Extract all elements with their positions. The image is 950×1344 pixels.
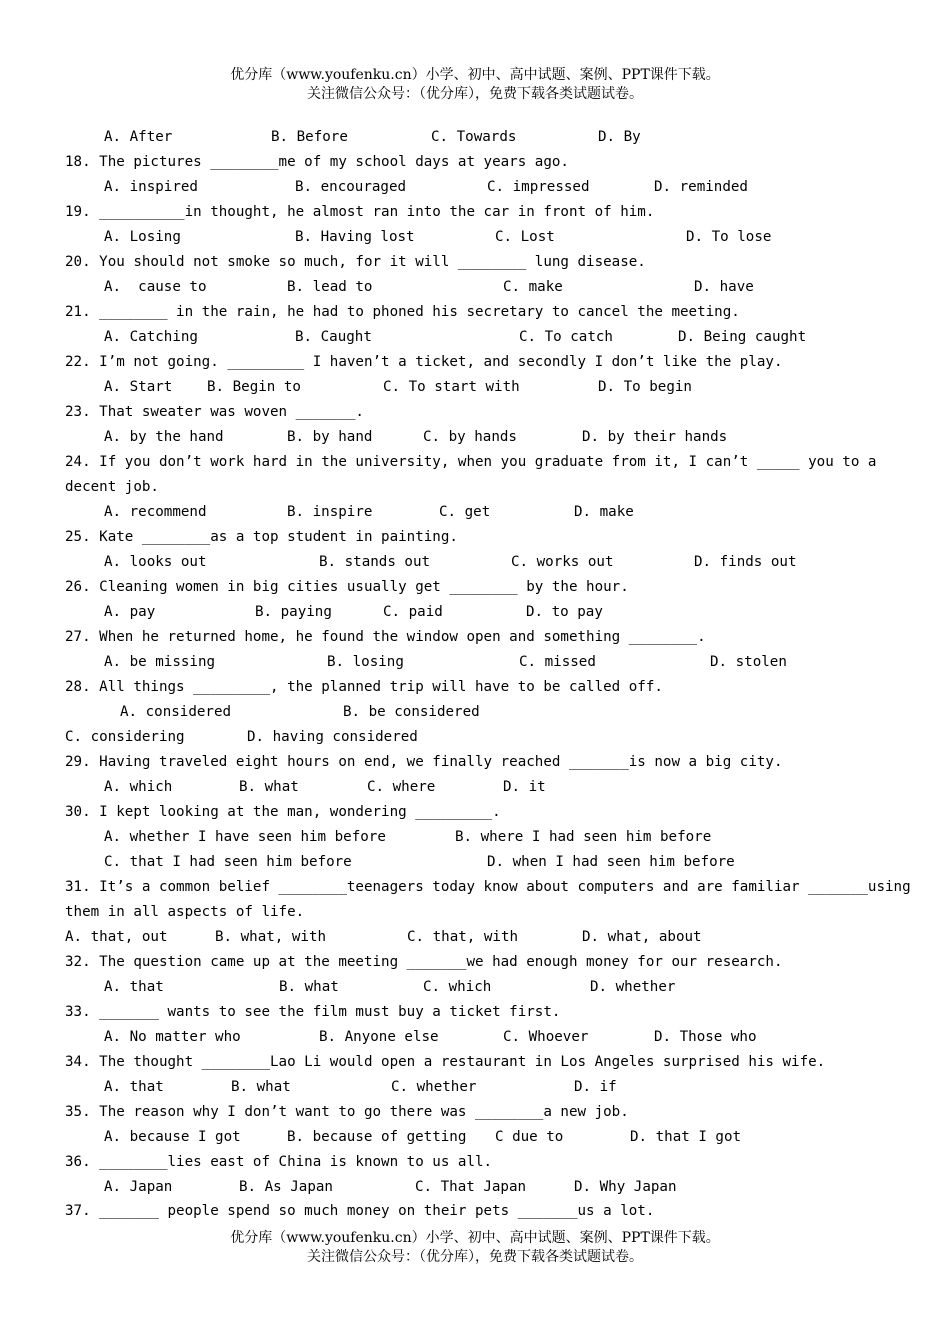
option-d: D. stolen: [710, 654, 787, 670]
option-c: C. Whoever: [503, 1029, 589, 1045]
option-b: B. encouraged: [295, 179, 407, 195]
question-stem: 22. I’m not going. _________ I haven’t a ticket, and secondly I don’t like the play.: [65, 354, 783, 370]
option-a: A. Japan: [104, 1179, 173, 1195]
question-stem: 36. ________lies east of China is known to us all.: [65, 1154, 493, 1170]
question-stem: 32. The question came up at the meeting _______we had enough money for our research.: [65, 954, 783, 970]
option-b: B. As Japan: [239, 1179, 333, 1195]
footer-line-1: 优分库（www.youfenku.cn）小学、初中、高中试题、案例、PPT课件下载。: [230, 1230, 720, 1246]
option-b: B. where I had seen him before: [455, 829, 712, 845]
question-stem: 23. That sweater was woven _______.: [65, 404, 364, 420]
page-header: [0, 66, 950, 104]
question-stem: 19. __________in thought, he almost ran into the car in front of him.: [65, 204, 655, 220]
option-b: B. stands out: [319, 554, 431, 570]
option-b: B. by hand: [287, 429, 373, 445]
header-line-1: 优分库（www.youfenku.cn）小学、初中、高中试题、案例、PPT课件下载。: [230, 67, 720, 83]
question-stem: 26. Cleaning women in big cities usually get ________ by the hour.: [65, 579, 629, 595]
question-stem: 29. Having traveled eight hours on end, we finally reached _______is now a big city.: [65, 754, 783, 770]
option-b: B. lead to: [287, 279, 373, 295]
option-d: D. have: [694, 279, 754, 295]
option-c: C. Towards: [431, 129, 517, 145]
option-d: D. by their hands: [582, 429, 728, 445]
option-b: B. what, with: [215, 929, 327, 945]
option-c: C. paid: [383, 604, 443, 620]
option-a: A. cause to: [104, 279, 207, 295]
option-c: C. whether: [391, 1079, 477, 1095]
option-b: B. what: [231, 1079, 291, 1095]
option-b: B. what: [239, 779, 299, 795]
option-a: A. be missing: [104, 654, 216, 670]
option-d: D. to pay: [526, 604, 603, 620]
option-c: C. That Japan: [415, 1179, 527, 1195]
option-b: B. inspire: [287, 504, 373, 520]
question-stem: 30. I kept looking at the man, wondering _________.: [65, 804, 501, 820]
option-c: C. impressed: [487, 179, 590, 195]
question-stem-continued: them in all aspects of life.: [65, 904, 305, 920]
question-stem: 27. When he returned home, he found the window open and something ________.: [65, 629, 706, 645]
question-stem: 34. The thought ________Lao Li would open a restaurant in Los Angeles surprised his wife.: [65, 1054, 826, 1070]
option-d: D. Being caught: [678, 329, 807, 345]
option-b: B. because of getting: [287, 1129, 467, 1145]
option-a: A. which: [104, 779, 173, 795]
footer-line-2: 关注微信公众号：（优分库），免费下载各类试题试卷。: [307, 1249, 643, 1265]
option-d: D. Why Japan: [574, 1179, 677, 1195]
option-a: A. Start: [104, 379, 173, 395]
question-stem-continued: decent job.: [65, 479, 159, 495]
option-b: B. Before: [271, 129, 348, 145]
option-b: B. Anyone else: [319, 1029, 439, 1045]
question-stem: 33. _______ wants to see the film must buy a ticket first.: [65, 1004, 561, 1020]
option-b: B. paying: [255, 604, 332, 620]
option-b: B. Having lost: [295, 229, 415, 245]
option-d: D. what, about: [582, 929, 702, 945]
option-c: C. To catch: [519, 329, 613, 345]
option-a: A. because I got: [104, 1129, 241, 1145]
option-d: D. if: [574, 1079, 617, 1095]
option-c: C due to: [495, 1129, 564, 1145]
question-stem: 18. The pictures ________me of my school days at years ago.: [65, 154, 569, 170]
question-stem: 24. If you don’t work hard in the university, when you graduate from it, I can’t _____ you to a: [65, 454, 877, 470]
option-b: B. Caught: [295, 329, 372, 345]
option-b: B. be considered: [343, 704, 480, 720]
option-a: A. whether I have seen him before: [104, 829, 386, 845]
option-a: A. pay: [104, 604, 156, 620]
option-c: C. by hands: [423, 429, 517, 445]
question-stem: 28. All things _________, the planned trip will have to be called off.: [65, 679, 663, 695]
option-a: A. considered: [120, 704, 232, 720]
option-a: A. recommend: [104, 504, 207, 520]
option-d: D. To lose: [686, 229, 772, 245]
option-c: C. To start with: [383, 379, 520, 395]
option-a: A. that: [104, 1079, 164, 1095]
option-d: D. it: [503, 779, 546, 795]
option-a: A. that: [104, 979, 164, 995]
option-c: C. that, with: [407, 929, 519, 945]
option-d: D. By: [598, 129, 641, 145]
option-c: C. Lost: [495, 229, 555, 245]
option-d: D. To begin: [598, 379, 692, 395]
option-a: A. looks out: [104, 554, 207, 570]
option-b: B. what: [279, 979, 339, 995]
option-d: D. reminded: [654, 179, 748, 195]
option-a: A. After: [104, 129, 173, 145]
option-a: A. by the hand: [104, 429, 224, 445]
option-a: A. No matter who: [104, 1029, 241, 1045]
option-a: A. that, out: [65, 929, 168, 945]
question-stem: 31. It’s a common belief ________teenagers today know about computers and are familiar _______using: [65, 879, 911, 895]
page-footer: [0, 1229, 950, 1267]
option-d: D. that I got: [630, 1129, 742, 1145]
option-c: C. which: [423, 979, 492, 995]
option-b: B. Begin to: [207, 379, 301, 395]
option-d: D. finds out: [694, 554, 797, 570]
option-d: D. having considered: [247, 729, 418, 745]
question-stem: 21. ________ in the rain, he had to phoned his secretary to cancel the meeting.: [65, 304, 740, 320]
option-a: A. Catching: [104, 329, 198, 345]
option-d: D. Those who: [654, 1029, 757, 1045]
question-stem: 20. You should not smoke so much, for it will ________ lung disease.: [65, 254, 646, 270]
option-b: B. losing: [327, 654, 404, 670]
question-stem: 37. _______ people spend so much money on their pets _______us a lot.: [65, 1203, 655, 1219]
option-c: C. make: [503, 279, 563, 295]
option-d: D. when I had seen him before: [487, 854, 735, 870]
option-c: C. that I had seen him before: [104, 854, 352, 870]
option-a: A. Losing: [104, 229, 181, 245]
option-c: C. where: [367, 779, 436, 795]
option-c: C. get: [439, 504, 491, 520]
option-c: C. works out: [511, 554, 614, 570]
option-d: D. whether: [590, 979, 676, 995]
question-stem: 35. The reason why I don’t want to go there was ________a new job.: [65, 1104, 629, 1120]
header-line-2: 关注微信公众号：（优分库），免费下载各类试题试卷。: [307, 86, 643, 102]
option-a: A. inspired: [104, 179, 198, 195]
option-c: C. considering: [65, 729, 185, 745]
question-stem: 25. Kate ________as a top student in painting.: [65, 529, 458, 545]
option-d: D. make: [574, 504, 634, 520]
option-c: C. missed: [519, 654, 596, 670]
